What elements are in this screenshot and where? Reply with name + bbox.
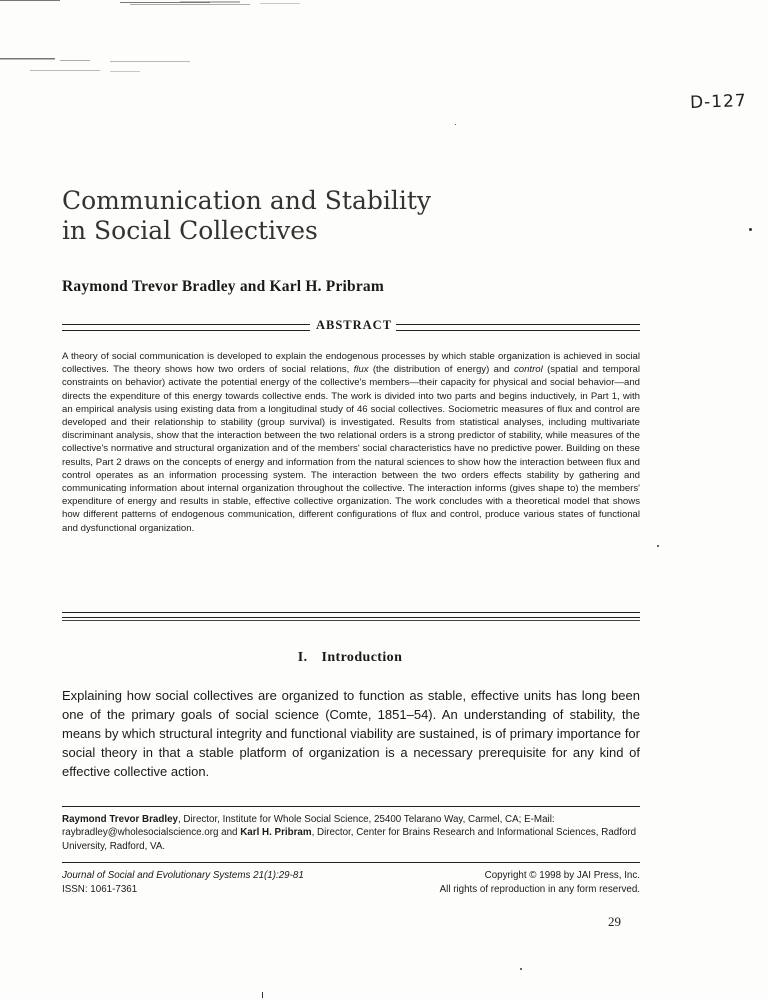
abstract-rule-right bbox=[396, 324, 640, 331]
abstract-bottom-rule-2 bbox=[62, 620, 640, 621]
footnote-rule bbox=[62, 806, 640, 807]
copyright-notice: Copyright © 1998 by JAI Press, Inc. bbox=[484, 870, 640, 881]
issn: ISSN: 1061-7361 bbox=[62, 884, 138, 895]
section-heading bbox=[0, 650, 700, 666]
author-footnote bbox=[62, 813, 640, 853]
abstract-bottom-rule bbox=[62, 612, 640, 618]
title-line-1: Communication and Stability bbox=[62, 186, 432, 215]
scan-noise bbox=[0, 0, 768, 80]
scan-speck bbox=[749, 228, 752, 231]
journal-rule bbox=[62, 862, 640, 863]
paper-title bbox=[62, 186, 622, 246]
rights-notice: All rights of reproduction in any form reserved. bbox=[439, 884, 640, 895]
abstract-term-flux: flux bbox=[353, 364, 369, 376]
footnote-text-2: , Director, Center for Brains Research and Informational Sciences, Radford University, Radford, VA. bbox=[62, 827, 637, 852]
abstract-header bbox=[62, 318, 640, 340]
abstract-part-1: A theory of social communication is developed to explain the endogenous processes by which stable organization is achieved in social collectives. The theory shows how two orders of social relations, bbox=[62, 351, 640, 376]
page-number: 29 bbox=[608, 914, 621, 929]
journal-citation: Journal of Social and Evolutionary Systems 21(1):29-81 bbox=[62, 870, 304, 881]
abstract-part-2: (the distribution of energy) and bbox=[368, 364, 514, 376]
abstract-label: ABSTRACT bbox=[315, 318, 393, 332]
section-title: Introduction bbox=[321, 650, 403, 665]
section-number: I. bbox=[297, 650, 308, 665]
abstract-part-3: (spatial and temporal constraints on behavior) activate the potential energy of the collective's members—their capacity for physical and social behavior—and directs the expenditure of this energy towards collective ends. The work is divided into two parts and begins inductively, in Part 1, with an empirical analysis using existing data from a longitudinal study of 46 social collectives. Sociometric measures of flux and control are developed and their relationship to stability (group survival) is investigated. Results from statistical analyses, including multivariate discriminant analysis, show that the interaction between the two relational orders is a strong predictor of stability, while measures of the collective's normative and structural organization and of the members' social characteristics have no predictive power. Building on these results, Part 2 draws on the concepts of energy and information from the natural sciences to show how the interaction between flux and control operates as an information processing system. The interaction between the two orders effects stability by gathering and communicating information about internal organization throughout the collective. The interaction informs (gives shape to) the members' expenditure of energy and results in stable, effective collective organization. The work concludes with a theoretical model that shows how different patterns of endogenous communication, different configurations of flux and control, produce various states of functional and dysfunctional organization. bbox=[62, 364, 641, 534]
abstract-term-control: control bbox=[513, 364, 543, 376]
footnote-text-1: , Director, Institute for Whole Social Science, 25400 Telarano Way, Carmel, CA; E-Mail: raybradley@wholesocialscience.org and bbox=[62, 814, 555, 839]
scan-speck bbox=[455, 124, 456, 125]
abstract-rule-left bbox=[62, 324, 310, 331]
scan-speck bbox=[262, 992, 263, 998]
scan-speck bbox=[520, 968, 522, 970]
author-list: Raymond Trevor Bradley and Karl H. Pribram bbox=[62, 278, 384, 295]
footnote-author-2: Karl H. Pribram bbox=[240, 827, 312, 839]
intro-paragraph: Explaining how social collectives are organized to function as stable, effective units has long been one of the primary goals of social science (Comte, 1851–54). An understanding of stability, the means by which structural integrity and functional viability are sustained, is of primary importance for social theory in that a stable platform of organization is a necessary prerequisite for any kind of effective collective action. bbox=[62, 688, 640, 779]
scan-speck bbox=[657, 545, 659, 547]
footnote-author-1: Raymond Trevor Bradley bbox=[62, 814, 178, 825]
title-line-2: in Social Collectives bbox=[62, 216, 318, 245]
handwritten-note: D-127 bbox=[689, 91, 748, 113]
abstract-text bbox=[62, 350, 640, 535]
